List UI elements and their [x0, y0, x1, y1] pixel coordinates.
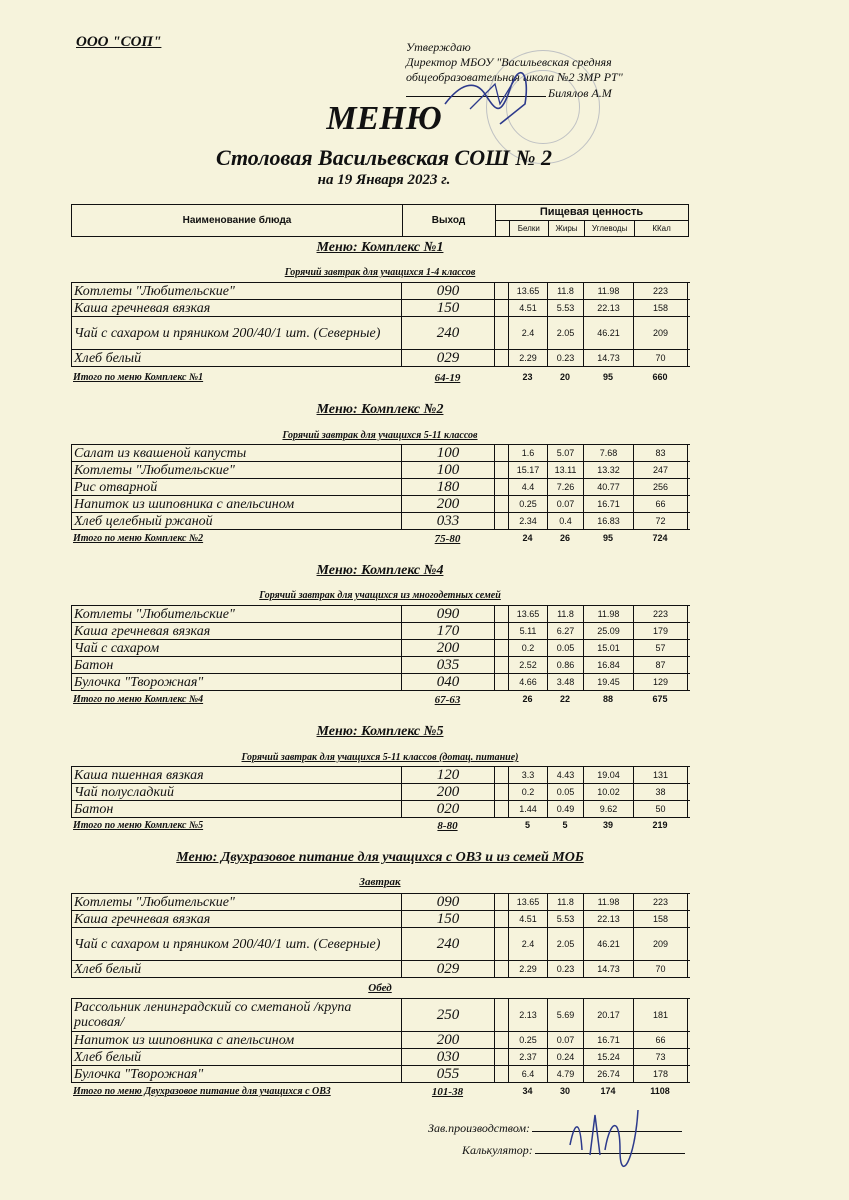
dish-name: Хлеб белый — [72, 350, 402, 366]
proteins-cell: 2.37 — [509, 1049, 548, 1065]
table-row — [72, 640, 690, 657]
dish-output: 090 — [402, 894, 495, 910]
fats-cell: 0.49 — [548, 801, 584, 817]
proteins-cell: 15.17 — [509, 462, 548, 478]
spacer-cell — [495, 513, 509, 529]
menu-title: МЕНЮ — [326, 100, 442, 137]
table-row — [72, 1049, 690, 1066]
dish-name: Батон — [72, 801, 402, 817]
approval-line3: общеобразовательная школа №2 ЗМР РТ" — [406, 70, 623, 84]
ovz-lunch-label: Обед — [368, 982, 392, 994]
dish-name: Рис отварной — [72, 479, 402, 495]
spacer-cell — [495, 317, 509, 349]
section-table — [71, 605, 690, 691]
total-kcal: 675 — [652, 694, 668, 704]
menu-date: на 19 Января 2023 г. — [317, 172, 451, 188]
kcal-cell: 247 — [634, 462, 688, 478]
organization-name: ООО "СОП" — [76, 34, 162, 50]
proteins-cell: 4.66 — [509, 674, 548, 690]
dish-output: 200 — [402, 784, 495, 800]
dish-output: 250 — [402, 999, 495, 1031]
dish-name: Чай с сахаром и пряником 200/40/1 шт. (Северные) — [72, 928, 402, 960]
total-fats: 22 — [559, 694, 570, 704]
fats-cell: 0.86 — [548, 657, 584, 673]
table-row — [72, 300, 690, 317]
dish-name: Чай полусладкий — [72, 784, 402, 800]
carbs-cell: 15.01 — [584, 640, 634, 656]
fats-cell: 2.05 — [548, 317, 584, 349]
dish-name: Каша гречневая вязкая — [72, 300, 402, 316]
fats-cell: 7.26 — [548, 479, 584, 495]
dish-output: 035 — [402, 657, 495, 673]
ovz-title: Меню: Двухразовое питание для учащихся с ОВЗ и из семей МОБ — [176, 850, 584, 865]
table-row — [72, 479, 690, 496]
carbs-cell: 11.98 — [584, 894, 634, 910]
table-row — [72, 674, 690, 691]
carbs-cell: 22.13 — [584, 911, 634, 927]
section-subtitle: Горячий завтрак для учащихся 5-11 классов (дотац. питание) — [241, 752, 519, 763]
section-title: Меню: Комплекс №4 — [316, 563, 444, 578]
carbs-cell: 46.21 — [584, 317, 634, 349]
total-label: Итого по меню Комплекс №2 — [73, 533, 204, 544]
table-row — [72, 606, 690, 623]
proteins-cell: 2.34 — [509, 513, 548, 529]
total-output: 75-80 — [434, 533, 461, 545]
kcal-cell: 72 — [634, 513, 688, 529]
dish-name: Каша пшенная вязкая — [72, 767, 402, 783]
total-label: Итого по меню Комплекс №5 — [73, 820, 204, 831]
carbs-cell: 9.62 — [584, 801, 634, 817]
fats-cell: 5.53 — [548, 911, 584, 927]
dish-name: Булочка "Творожная" — [72, 1066, 402, 1082]
carbs-cell: 14.73 — [584, 350, 634, 366]
fats-cell: 0.23 — [548, 961, 584, 977]
table-row — [72, 961, 690, 978]
table-row — [72, 999, 690, 1032]
header-fats: Жиры — [549, 221, 585, 236]
proteins-cell: 3.3 — [509, 767, 548, 783]
spacer-cell — [495, 479, 509, 495]
dish-output: 240 — [402, 317, 495, 349]
section-table — [71, 282, 690, 367]
section-table — [71, 766, 690, 818]
fats-cell: 13.11 — [548, 462, 584, 478]
kcal-cell: 66 — [634, 1032, 688, 1048]
fats-cell: 0.24 — [548, 1049, 584, 1065]
spacer-cell — [495, 784, 509, 800]
kcal-cell: 131 — [634, 767, 688, 783]
total-proteins: 24 — [522, 533, 533, 543]
spacer-cell — [495, 767, 509, 783]
table-row — [72, 801, 690, 818]
approval-line1: Утверждаю — [406, 40, 471, 54]
total-label: Итого по меню Комплекс №4 — [73, 694, 204, 705]
kcal-cell: 209 — [634, 317, 688, 349]
table-row — [72, 911, 690, 928]
fats-cell: 11.8 — [548, 894, 584, 910]
proteins-cell: 13.65 — [509, 283, 548, 299]
ovz-lunch-table — [71, 998, 690, 1083]
dish-output: 090 — [402, 606, 495, 622]
proteins-cell: 0.25 — [509, 496, 548, 512]
fats-cell: 4.79 — [548, 1066, 584, 1082]
spacer-cell — [495, 496, 509, 512]
header-name: Наименование блюда — [72, 205, 403, 236]
dish-output: 120 — [402, 767, 495, 783]
footer-production-label: Зав.производством: — [428, 1121, 531, 1135]
dish-name: Рассольник ленинградский со сметаной /крупа рисовая/ — [72, 999, 402, 1031]
spacer-cell — [495, 928, 509, 960]
dish-name: Булочка "Творожная" — [72, 674, 402, 690]
dish-output: 040 — [402, 674, 495, 690]
spacer-cell — [495, 801, 509, 817]
dish-name: Чай с сахаром и пряником 200/40/1 шт. (Северные) — [72, 317, 402, 349]
total-kcal: 1108 — [650, 1086, 670, 1096]
dish-name: Хлеб целебный ржаной — [72, 513, 402, 529]
dish-name: Напиток из шиповника с апельсином — [72, 1032, 402, 1048]
kcal-cell: 158 — [634, 300, 688, 316]
spacer-cell — [495, 911, 509, 927]
kcal-cell: 256 — [634, 479, 688, 495]
carbs-cell: 19.45 — [584, 674, 634, 690]
carbs-cell: 11.98 — [584, 606, 634, 622]
fats-cell: 0.05 — [548, 784, 584, 800]
section-subtitle: Горячий завтрак для учащихся 5-11 классов — [282, 430, 478, 441]
proteins-cell: 2.52 — [509, 657, 548, 673]
total-proteins: 23 — [522, 372, 533, 382]
carbs-cell: 40.77 — [584, 479, 634, 495]
fats-cell: 6.27 — [548, 623, 584, 639]
total-kcal: 660 — [652, 372, 668, 382]
spacer-cell — [495, 283, 509, 299]
section-title: Меню: Комплекс №2 — [316, 402, 444, 417]
section-subtitle: Горячий завтрак для учащихся 1-4 классов — [284, 267, 476, 278]
dish-name: Каша гречневая вязкая — [72, 911, 402, 927]
proteins-cell: 2.4 — [509, 317, 548, 349]
total-kcal: 724 — [652, 533, 668, 543]
fats-cell: 0.4 — [548, 513, 584, 529]
kcal-cell: 209 — [634, 928, 688, 960]
total-output: 64-19 — [434, 372, 461, 384]
fats-cell: 3.48 — [548, 674, 584, 690]
dish-output: 100 — [402, 462, 495, 478]
kcal-cell: 70 — [634, 350, 688, 366]
table-row — [72, 283, 690, 300]
carbs-cell: 46.21 — [584, 928, 634, 960]
kcal-cell: 70 — [634, 961, 688, 977]
dish-output: 055 — [402, 1066, 495, 1082]
total-label: Итого по меню Комплекс №1 — [73, 372, 204, 383]
kcal-cell: 178 — [634, 1066, 688, 1082]
proteins-cell: 1.6 — [509, 445, 548, 461]
kcal-cell: 179 — [634, 623, 688, 639]
section-title: Меню: Комплекс №5 — [316, 724, 444, 739]
carbs-cell: 14.73 — [584, 961, 634, 977]
table-row — [72, 462, 690, 479]
dish-name: Каша гречневая вязкая — [72, 623, 402, 639]
kcal-cell: 181 — [634, 999, 688, 1031]
footer-calculator-label: Калькулятор: — [462, 1143, 533, 1157]
kcal-cell: 50 — [634, 801, 688, 817]
total-carbs: 95 — [602, 533, 613, 543]
carbs-cell: 11.98 — [584, 283, 634, 299]
table-row — [72, 894, 690, 911]
proteins-cell: 0.25 — [509, 1032, 548, 1048]
spacer-cell — [495, 606, 509, 622]
spacer-cell — [495, 1032, 509, 1048]
section-subtitle: Горячий завтрак для учащихся из многодетных семей — [259, 590, 501, 601]
section-total — [71, 533, 689, 546]
dish-output: 030 — [402, 1049, 495, 1065]
dish-name: Хлеб белый — [72, 1049, 402, 1065]
carbs-cell: 25.09 — [584, 623, 634, 639]
total-carbs: 39 — [602, 820, 613, 830]
approval-line2: Директор МБОУ "Васильевская средняя — [406, 55, 612, 69]
carbs-cell: 20.17 — [584, 999, 634, 1031]
table-header — [71, 204, 689, 237]
fats-cell: 0.05 — [548, 640, 584, 656]
calculator-signature — [560, 1100, 650, 1170]
dish-name: Котлеты "Любительские" — [72, 894, 402, 910]
dish-output: 090 — [402, 283, 495, 299]
section-table — [71, 444, 690, 530]
kcal-cell: 223 — [634, 283, 688, 299]
proteins-cell: 6.4 — [509, 1066, 548, 1082]
total-fats: 5 — [562, 820, 568, 830]
proteins-cell: 4.4 — [509, 479, 548, 495]
dish-name: Батон — [72, 657, 402, 673]
menu-subtitle: Столовая Васильевская СОШ № 2 — [215, 145, 553, 170]
spacer-cell — [495, 657, 509, 673]
kcal-cell: 83 — [634, 445, 688, 461]
kcal-cell: 223 — [634, 606, 688, 622]
kcal-cell: 129 — [634, 674, 688, 690]
table-row — [72, 317, 690, 350]
table-row — [72, 767, 690, 784]
table-row — [72, 928, 690, 961]
table-row — [72, 657, 690, 674]
fats-cell: 2.05 — [548, 928, 584, 960]
dish-name: Котлеты "Любительские" — [72, 462, 402, 478]
dish-output: 029 — [402, 350, 495, 366]
carbs-cell: 16.71 — [584, 1032, 634, 1048]
proteins-cell: 4.51 — [509, 300, 548, 316]
spacer-cell — [495, 894, 509, 910]
spacer-cell — [495, 1066, 509, 1082]
total-output: 67-63 — [434, 694, 461, 706]
proteins-cell: 0.2 — [509, 640, 548, 656]
carbs-cell: 16.84 — [584, 657, 634, 673]
header-kcal: ККал — [652, 224, 671, 233]
proteins-cell: 1.44 — [509, 801, 548, 817]
carbs-cell: 16.71 — [584, 496, 634, 512]
dish-name: Котлеты "Любительские" — [72, 606, 402, 622]
fats-cell: 5.53 — [548, 300, 584, 316]
kcal-cell: 87 — [634, 657, 688, 673]
dish-output: 200 — [402, 640, 495, 656]
dish-name: Хлеб белый — [72, 961, 402, 977]
kcal-cell: 223 — [634, 894, 688, 910]
carbs-cell: 22.13 — [584, 300, 634, 316]
dish-output: 150 — [402, 300, 495, 316]
dish-name: Чай с сахаром — [72, 640, 402, 656]
approval-name: Билялов А.М — [548, 86, 612, 100]
section-total — [71, 694, 689, 707]
header-carbs: Углеводы — [585, 221, 635, 236]
ovz-breakfast-table — [71, 893, 690, 978]
spacer-cell — [495, 462, 509, 478]
proteins-cell: 2.4 — [509, 928, 548, 960]
total-kcal: 219 — [652, 820, 668, 830]
proteins-cell: 4.51 — [509, 911, 548, 927]
table-row — [72, 623, 690, 640]
kcal-cell: 158 — [634, 911, 688, 927]
carbs-cell: 10.02 — [584, 784, 634, 800]
kcal-cell: 66 — [634, 496, 688, 512]
fats-cell: 0.07 — [548, 496, 584, 512]
total-output: 8-80 — [437, 820, 458, 832]
carbs-cell: 26.74 — [584, 1066, 634, 1082]
dish-output: 020 — [402, 801, 495, 817]
fats-cell: 5.69 — [548, 999, 584, 1031]
total-proteins: 26 — [522, 694, 533, 704]
proteins-cell: 2.29 — [509, 350, 548, 366]
dish-output: 029 — [402, 961, 495, 977]
carbs-cell: 15.24 — [584, 1049, 634, 1065]
fats-cell: 11.8 — [548, 283, 584, 299]
dish-output: 033 — [402, 513, 495, 529]
total-fats: 20 — [559, 372, 570, 382]
total-output: 101-38 — [431, 1086, 464, 1098]
carbs-cell: 7.68 — [584, 445, 634, 461]
total-carbs: 174 — [600, 1086, 616, 1096]
table-row — [72, 350, 690, 367]
dish-output: 150 — [402, 911, 495, 927]
kcal-cell: 38 — [634, 784, 688, 800]
dish-name: Напиток из шиповника с апельсином — [72, 496, 402, 512]
dish-name: Салат из квашеной капусты — [72, 445, 402, 461]
dish-output: 200 — [402, 496, 495, 512]
kcal-cell: 57 — [634, 640, 688, 656]
dish-name: Котлеты "Любительские" — [72, 283, 402, 299]
dish-output: 200 — [402, 1032, 495, 1048]
total-proteins: 34 — [522, 1086, 533, 1096]
ovz-total — [71, 1086, 689, 1099]
section-total — [71, 820, 689, 833]
proteins-cell: 2.13 — [509, 999, 548, 1031]
proteins-cell: 13.65 — [509, 894, 548, 910]
spacer-cell — [495, 999, 509, 1031]
dish-output: 240 — [402, 928, 495, 960]
proteins-cell: 13.65 — [509, 606, 548, 622]
dish-output: 170 — [402, 623, 495, 639]
fats-cell: 4.43 — [548, 767, 584, 783]
spacer-cell — [495, 445, 509, 461]
fats-cell: 5.07 — [548, 445, 584, 461]
kcal-cell: 73 — [634, 1049, 688, 1065]
table-row — [72, 513, 690, 530]
spacer-cell — [495, 961, 509, 977]
fats-cell: 11.8 — [548, 606, 584, 622]
header-nutrition — [495, 205, 688, 236]
carbs-cell: 16.83 — [584, 513, 634, 529]
proteins-cell: 5.11 — [509, 623, 548, 639]
total-label: Итого по меню Двухразовое питание для учащихся с ОВЗ — [73, 1086, 331, 1097]
table-row — [72, 784, 690, 801]
spacer-cell — [495, 350, 509, 366]
proteins-cell: 0.2 — [509, 784, 548, 800]
ovz-breakfast-label: Завтрак — [359, 876, 401, 888]
fats-cell: 0.23 — [548, 350, 584, 366]
fats-cell: 0.07 — [548, 1032, 584, 1048]
spacer-cell — [495, 674, 509, 690]
spacer-cell — [495, 623, 509, 639]
proteins-cell: 2.29 — [509, 961, 548, 977]
spacer-cell — [495, 640, 509, 656]
header-output: Выход — [402, 205, 496, 236]
header-nutrition-title: Пищевая ценность — [495, 205, 688, 221]
section-title: Меню: Комплекс №1 — [316, 240, 444, 255]
carbs-cell: 13.32 — [584, 462, 634, 478]
table-row — [72, 496, 690, 513]
header-proteins: Белки — [510, 221, 549, 236]
total-carbs: 88 — [602, 694, 613, 704]
table-row — [72, 1066, 690, 1083]
dish-output: 180 — [402, 479, 495, 495]
section-total — [71, 372, 689, 385]
table-row — [72, 1032, 690, 1049]
carbs-cell: 19.04 — [584, 767, 634, 783]
total-carbs: 95 — [602, 372, 613, 382]
dish-output: 100 — [402, 445, 495, 461]
total-fats: 30 — [559, 1086, 570, 1096]
spacer-cell — [495, 1049, 509, 1065]
total-fats: 26 — [559, 533, 570, 543]
table-row — [72, 445, 690, 462]
total-proteins: 5 — [524, 820, 530, 830]
spacer-cell — [495, 300, 509, 316]
header-spacer — [495, 221, 510, 236]
